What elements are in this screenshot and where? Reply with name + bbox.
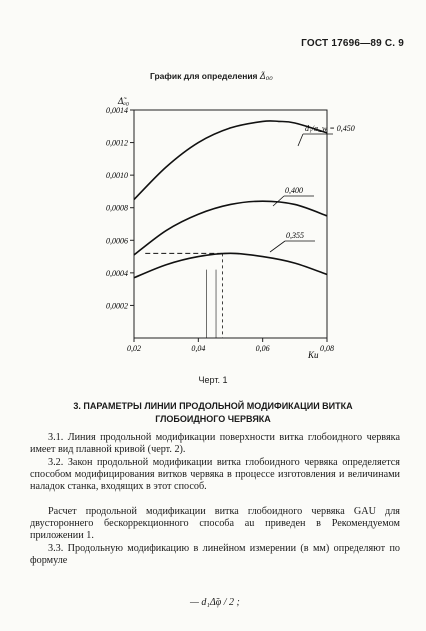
x-tick-label: 0,02 [127, 344, 141, 353]
series-leader [270, 241, 285, 252]
paragraph-3-3: 3.3. Продольную модификацию в линейном измерении (в мм) определяют по формуле [30, 543, 400, 567]
formula: — d₁Δ̃φ / 2 ; [190, 597, 240, 608]
y-tick-label: 0,0002 [106, 301, 128, 311]
series-line [134, 253, 327, 277]
graph-title-text: График для определения [150, 71, 258, 81]
figure-caption: Черт. 1 [198, 375, 228, 385]
y-tick-label: 0,0006 [106, 236, 128, 246]
y-tick-label: 0,0008 [106, 203, 128, 213]
series-label: 0,400 [285, 186, 303, 195]
x-tick-label: 0,08 [320, 344, 334, 353]
y-tick-label: 0,0014 [106, 106, 128, 115]
series-label: d₁/a_w = 0,450 [305, 124, 355, 133]
paragraph-3-2: 3.2. Закон продольной модификации витка глобоидного червяка определяется способом модифицирования витков червяка в процессе изготовления и величинами наладок станка, входящих в этот способ. [30, 457, 400, 493]
section-title: 3. ПАРАМЕТРЫ ЛИНИИ ПРОДОЛЬНОЙ МОДИФИКАЦИИ ВИТКА ГЛОБОИДНОГО ЧЕРВЯКА [73, 401, 353, 424]
x-tick-label: 0,06 [255, 344, 270, 353]
paragraph-calc: Расчет продольной модификации витка глобоидного червяка GAU для двустороннего бескоррекционного способа au приведен в Рекомендуемом приложении 1. [30, 506, 400, 542]
series-label: 0,355 [286, 231, 304, 240]
graph-title-symbol: Δ̃₀₀ [259, 71, 273, 81]
paragraph-3-1: 3.1. Линия продольной модификации поверхности витка глобоидного червяка имеет вид плавной кривой (черт. 2). [30, 432, 400, 456]
series-line [134, 201, 327, 255]
y-tick-label: 0,0010 [106, 171, 128, 181]
y-tick-label: 0,0012 [106, 138, 128, 148]
series-leader [298, 134, 303, 146]
y-tick-label: 0,0004 [106, 268, 128, 278]
y-axis-label: Δ̃ₐ₀ [118, 96, 130, 106]
plot-frame [134, 110, 327, 338]
document-header: ГОСТ 17696—89 С. 9 [301, 38, 404, 49]
x-axis-label: Kи [308, 350, 319, 360]
x-tick-label: 0,04 [191, 344, 206, 353]
